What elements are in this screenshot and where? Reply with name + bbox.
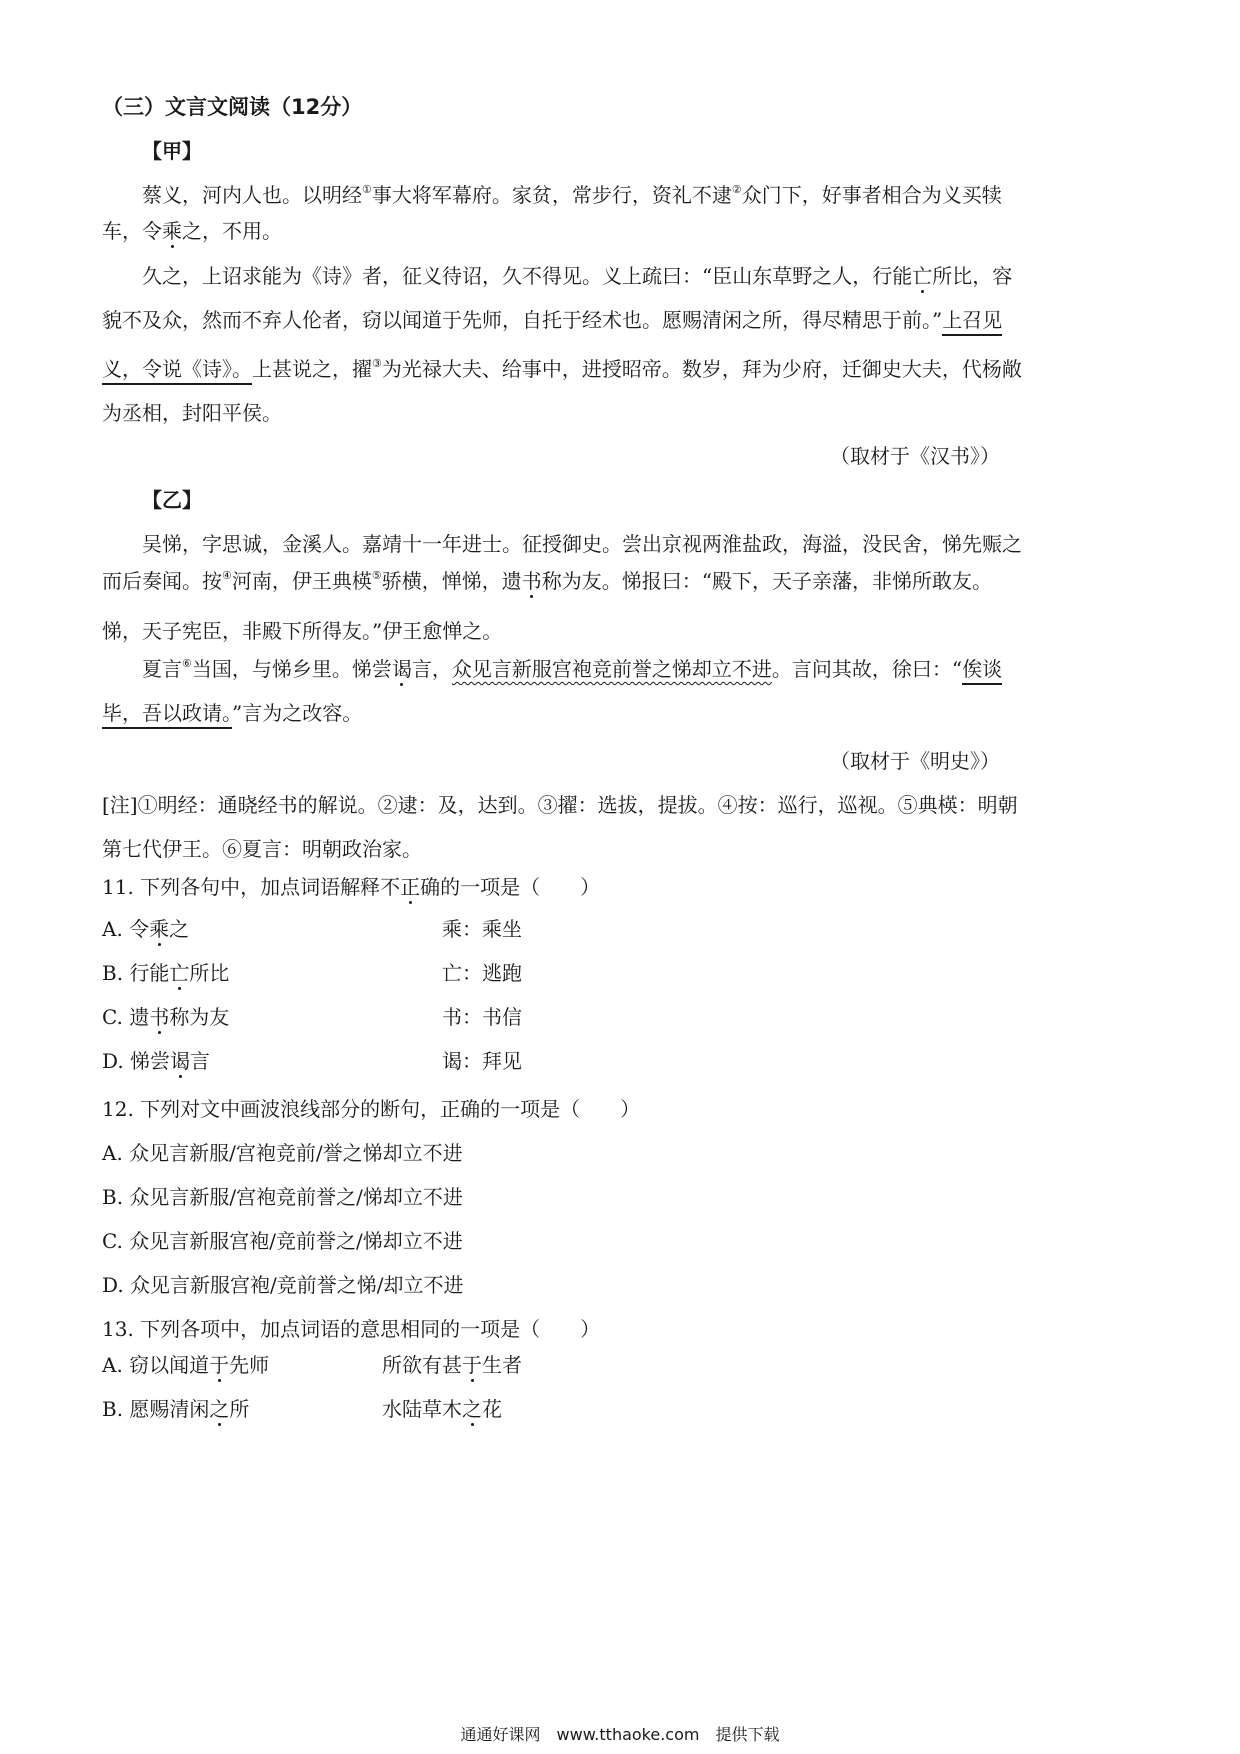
text-run: A. xyxy=(102,1353,123,1377)
text-run: 生者 xyxy=(482,1353,522,1377)
text-run: 为光禄大夫、给事中，进授昭帝。数岁，拜为少府，迁御史大夫，代杨敞 xyxy=(381,357,1022,381)
dotted-word: 谒 xyxy=(391,657,412,681)
text-run: 车，令 xyxy=(102,219,162,243)
passage-yi-line-5 xyxy=(102,698,362,728)
question-13-option-b xyxy=(102,1394,249,1424)
question-11-stem xyxy=(102,872,600,902)
question-11-option-b xyxy=(102,958,229,988)
passage-jia-label: 【甲】 xyxy=(142,139,202,163)
question-11-option-b-gloss: 亡：逃跑 xyxy=(442,961,522,985)
passage-jia-line-6: 为丞相，封阳平侯。 xyxy=(102,401,282,425)
underlined-sentence: 义，令说《诗》。 xyxy=(102,357,252,385)
question-12-option-a: A. 众见言新服/宫袍竞前/誉之悌却立不进 xyxy=(102,1141,463,1165)
question-13-option-b-compare xyxy=(382,1394,502,1424)
passage-yi-line-3: 悌，天子宪臣，非殿下所得友。”伊王愈惮之。 xyxy=(102,619,503,643)
question-11-option-c-gloss: 书：书信 xyxy=(442,1005,522,1029)
dotted-word: 之 xyxy=(209,1397,230,1421)
dotted-word: 于 xyxy=(209,1353,230,1377)
text-run: 令 xyxy=(129,917,150,941)
text-run: 悌尝 xyxy=(130,1049,171,1073)
text-run: 水陆草木 xyxy=(382,1397,462,1421)
text-run: 所欲有甚 xyxy=(382,1353,462,1377)
passage-yi-source: （取材于《明史》） xyxy=(830,749,1000,773)
question-12-option-b: B. 众见言新服/宫袍竞前誉之/悌却立不进 xyxy=(102,1185,463,1209)
text-run: 先师 xyxy=(229,1353,270,1377)
question-11-option-c xyxy=(102,1002,229,1032)
text-run: 花 xyxy=(482,1397,502,1421)
text-run: 言， xyxy=(411,657,452,681)
text-run: 所 xyxy=(229,1397,250,1421)
text-run: 行能 xyxy=(129,961,170,985)
footnote-ref-3: ③ xyxy=(372,357,382,370)
text-run: C. xyxy=(102,1005,123,1029)
passage-jia-line-5 xyxy=(102,354,1022,384)
dotted-word: 乘 xyxy=(149,917,170,941)
passage-jia-line-3 xyxy=(142,261,1012,291)
text-run: 11. 下列各句中，加点词语解释 xyxy=(102,875,381,899)
text-run: 所比 xyxy=(189,961,230,985)
passage-yi-line-4 xyxy=(142,654,1002,684)
passage-yi-line-2 xyxy=(102,566,992,596)
text-run: 之，不用。 xyxy=(182,219,282,243)
question-12-stem: 12. 下列对文中画波浪线部分的断句，正确的一项是（ ） xyxy=(102,1097,641,1121)
dotted-word: 谒 xyxy=(170,1049,191,1073)
text-run: 愿赐清闲 xyxy=(129,1397,210,1421)
text-run: 窃以闻道 xyxy=(129,1353,210,1377)
text-run: ”言为之改容。 xyxy=(232,701,363,725)
dotted-word: 于 xyxy=(462,1353,482,1377)
question-13-option-a xyxy=(102,1350,269,1380)
footnote-ref-5: ⑤ xyxy=(371,569,382,582)
wavy-underlined-sentence: 众见言新服宫袍竞前誉之悌却立不进 xyxy=(451,657,772,681)
passage-yi-line-1: 吴悌，字思诚，金溪人。嘉靖十一年进士。征授御史。尝出京视两淮盐政，海溢，没民舍，悌先赈之 xyxy=(142,532,1022,556)
footnote-ref-2: ② xyxy=(731,183,742,196)
text-run: 的一项是（ ） xyxy=(440,875,601,899)
notes-line-1: [注]①明经：通晓经书的解说。②逮：及，达到。③擢：选拔，提拔。④按：巡行，巡视。⑤典楧：明朝 xyxy=(102,793,1018,817)
text-run: 夏言 xyxy=(142,657,182,681)
question-11-option-d xyxy=(102,1046,210,1076)
page-footer: 通通好课网 www.tthaoke.com 提供下载 xyxy=(460,1725,780,1744)
text-run: 言 xyxy=(190,1049,211,1073)
passage-yi-label: 【乙】 xyxy=(142,488,202,512)
question-11-option-d-gloss: 谒：拜见 xyxy=(442,1049,522,1073)
dotted-word: 亡 xyxy=(169,961,190,985)
text-run: 久之，上诏求能为《诗》者，征义待诏，久不得见。义上疏曰：“臣山东草野之人，行能 xyxy=(142,264,913,288)
footnote-ref-4: ④ xyxy=(222,569,232,582)
question-13-option-a-compare xyxy=(382,1350,522,1380)
text-run: D. xyxy=(102,1049,124,1073)
dotted-word: 乘 xyxy=(162,219,182,243)
question-11-option-a xyxy=(102,914,189,944)
question-11-option-a-gloss: 乘：乘坐 xyxy=(442,917,522,941)
text-run: 当国，与悌乡里。悌尝 xyxy=(191,657,392,681)
dotted-word: 之 xyxy=(462,1397,482,1421)
dotted-word: 不正确 xyxy=(380,875,441,899)
text-run: 骄横，惮悌，遗 xyxy=(381,569,522,593)
underlined-sentence: 毕，吾以政请。 xyxy=(102,701,232,729)
text-run: 而后奏闻。按 xyxy=(102,569,222,593)
section-title: （三）文言文阅读（12分） xyxy=(102,95,363,119)
text-run: B. xyxy=(102,1397,124,1421)
question-12-option-d: D. 众见言新服宫袍/竞前誉之悌/却立不进 xyxy=(102,1273,464,1297)
text-run: 河南，伊王典楧 xyxy=(231,569,372,593)
footnote-ref-6: ⑥ xyxy=(182,657,192,670)
passage-jia-line-4 xyxy=(102,305,1002,335)
text-run: 。言问其故，徐曰：“ xyxy=(771,657,963,681)
passage-jia-line-2 xyxy=(102,216,282,246)
text-run: 所比，容 xyxy=(932,264,1013,288)
text-run: 上甚说之，擢 xyxy=(252,357,372,381)
text-run: 蔡义，河内人也。以明经 xyxy=(142,183,362,207)
notes-line-2: 第七代伊王。⑥夏言：明朝政治家。 xyxy=(102,837,422,861)
text-run: B. xyxy=(102,961,124,985)
text-run: A. xyxy=(102,917,123,941)
question-13-stem: 13. 下列各项中，加点词语的意思相同的一项是（ ） xyxy=(102,1317,601,1341)
text-run: 称为友 xyxy=(169,1005,230,1029)
footnote-ref-1: ① xyxy=(362,183,372,196)
underlined-sentence: 俟谈 xyxy=(962,657,1002,685)
text-run: 事大将军幕府。家贫，常步行，资礼不逮 xyxy=(371,183,732,207)
dotted-word: 书 xyxy=(521,569,542,593)
question-12-option-c: C. 众见言新服宫袍/竞前誉之/悌却立不进 xyxy=(102,1229,463,1253)
text-run: 遗 xyxy=(129,1005,150,1029)
underlined-sentence: 上召见 xyxy=(942,308,1002,336)
text-run: 众门下，好事者相合为义买犊 xyxy=(741,183,1002,207)
passage-jia-source: （取材于《汉书》） xyxy=(830,444,1000,468)
text-run: 貌不及众，然而不弃人伦者，窃以闻道于先师，自托于经术也。愿赐清闲之所，得尽精思于前。” xyxy=(102,308,943,332)
text-run: 称为友。悌报曰：“殿下，天子亲藩，非悌所敢友。 xyxy=(541,569,992,593)
passage-jia-line-1 xyxy=(142,180,1002,210)
dotted-word: 亡 xyxy=(912,264,933,288)
text-run: 之 xyxy=(169,917,190,941)
dotted-word: 书 xyxy=(149,1005,170,1029)
